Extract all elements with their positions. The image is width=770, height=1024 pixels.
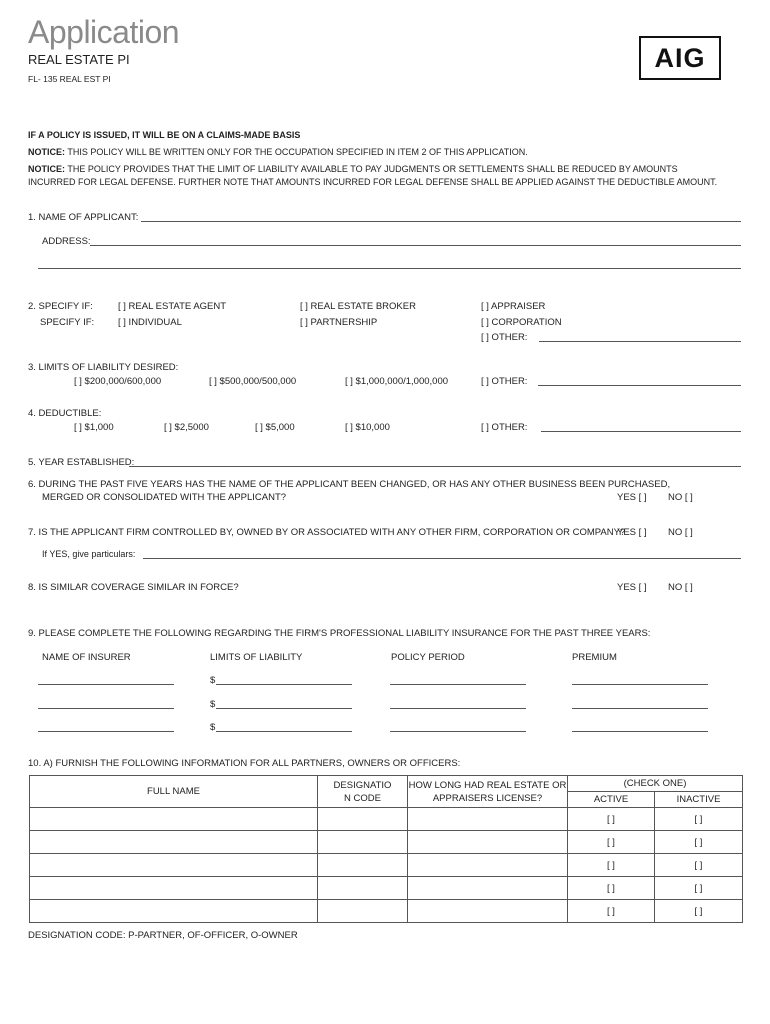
col-active-label: ACTIVE: [593, 794, 629, 805]
q8-no-checkbox[interactable]: NO [ ]: [668, 582, 693, 593]
col-check-one: [568, 776, 743, 792]
checkbox-other-entity[interactable]: [ ] OTHER:: [481, 332, 528, 343]
checkbox-corporation[interactable]: [ ] CORPORATION: [481, 317, 562, 328]
notice-2-text: THE POLICY PROVIDES THAT THE LIMIT OF LIABILITY AVAILABLE TO PAY JUDGMENTS OR SETTLEMENTS SHALL BE REDUCED BY AMOUNTS: [65, 164, 678, 174]
table-row: [30, 900, 743, 923]
q7-yes-checkbox[interactable]: YES [ ]: [617, 527, 647, 538]
notice-1: [28, 146, 528, 159]
inactive-checkbox[interactable]: [ ]: [655, 900, 743, 923]
q8-label: 8. IS SIMILAR COVERAGE SIMILAR IN FORCE?: [28, 582, 239, 593]
period-field-1[interactable]: [390, 684, 526, 685]
q6-line-1: 6. DURING THE PAST FIVE YEARS HAS THE NAME OF THE APPLICANT BEEN CHANGED, OR HAS ANY OTHER BUSINESS BEEN PURCHASED,: [28, 479, 671, 490]
full-name-cell[interactable]: [30, 854, 318, 877]
checkbox-deductible-other[interactable]: [ ] OTHER:: [481, 422, 528, 433]
form-number: FL- 135 REAL EST PI: [28, 74, 111, 84]
q6-no-checkbox[interactable]: NO [ ]: [668, 492, 693, 503]
checkbox-deductible-5000[interactable]: [ ] $5,000: [255, 422, 295, 433]
q1-address-label: ADDRESS:: [42, 236, 91, 247]
table-row: [30, 854, 743, 877]
table-row: [30, 877, 743, 900]
active-checkbox[interactable]: [ ]: [568, 900, 655, 923]
active-checkbox[interactable]: [ ]: [568, 808, 655, 831]
limits-field-1[interactable]: [216, 684, 352, 685]
particulars-field[interactable]: [143, 558, 741, 559]
q4-label: 4. DEDUCTIBLE:: [28, 408, 102, 419]
license-cell[interactable]: [408, 854, 568, 877]
full-name-cell[interactable]: [30, 877, 318, 900]
other-entity-field[interactable]: [539, 341, 741, 342]
q2-specify-label-2: SPECIFY IF:: [40, 317, 95, 328]
col-inactive-label: INACTIVE: [676, 794, 721, 805]
deductible-other-field[interactable]: [541, 431, 741, 432]
checkbox-limit-200k[interactable]: [ ] $200,000/600,000: [74, 376, 162, 387]
notice-2-line-2: INCURRED FOR LEGAL DEFENSE. FURTHER NOTE THAT AMOUNTS INCURRED FOR LEGAL DEFENSE SHALL BE APPLIED AGAINST THE DEDUCTIBLE AMOUNT.: [28, 177, 718, 187]
notice-2-label: NOTICE:: [28, 164, 65, 174]
col-license-label-1: HOW LONG HAD REAL ESTATE OR: [408, 779, 567, 791]
notice-1-text: THIS POLICY WILL BE WRITTEN ONLY FOR THE OCCUPATION SPECIFIED IN ITEM 2 OF THIS APPLICATION.: [65, 147, 528, 157]
year-established-field[interactable]: [129, 466, 741, 467]
col-check-one-label: (CHECK ONE): [623, 778, 687, 789]
q7-no-checkbox[interactable]: NO [ ]: [668, 527, 693, 538]
address-field-1[interactable]: [90, 245, 741, 246]
q1-name-label: 1. NAME OF APPLICANT:: [28, 212, 139, 223]
full-name-cell[interactable]: [30, 831, 318, 854]
aig-logo: AIG: [639, 36, 721, 80]
designation-cell[interactable]: [318, 877, 408, 900]
designation-cell[interactable]: [318, 808, 408, 831]
q6-yes-checkbox[interactable]: YES [ ]: [617, 492, 647, 503]
checkbox-partnership[interactable]: [ ] PARTNERSHIP: [300, 317, 378, 328]
col-full-name-label: FULL NAME: [147, 786, 200, 797]
col-full-name: [30, 776, 318, 808]
q5-label: 5. YEAR ESTABLISHED:: [28, 457, 135, 468]
premium-field-1[interactable]: [572, 684, 708, 685]
full-name-cell[interactable]: [30, 808, 318, 831]
designation-cell[interactable]: [318, 854, 408, 877]
col-license: [408, 776, 568, 808]
q7-particulars-label: If YES, give particulars:: [42, 549, 136, 559]
claims-made-notice: IF A POLICY IS ISSUED, IT WILL BE ON A CLAIMS-MADE BASIS: [28, 130, 301, 140]
checkbox-real-estate-agent[interactable]: [ ] REAL ESTATE AGENT: [118, 301, 227, 312]
license-cell[interactable]: [408, 877, 568, 900]
officers-table: [29, 775, 743, 923]
dollar-sign: $: [210, 675, 216, 686]
checkbox-limit-1m[interactable]: [ ] $1,000,000/1,000,000: [345, 376, 449, 387]
col-license-label-2: APPRAISERS LICENSE?: [432, 792, 543, 804]
applicant-name-field[interactable]: [141, 221, 741, 222]
q7-line-1: 7. IS THE APPLICANT FIRM CONTROLLED BY, OWNED BY OR ASSOCIATED WITH ANY OTHER FIRM, CORPORATION OR COMPANY?: [28, 527, 626, 538]
q9-label: 9. PLEASE COMPLETE THE FOLLOWING REGARDING THE FIRM'S PROFESSIONAL LIABILITY INSURANCE FOR THE PAST THREE YEARS:: [28, 628, 651, 639]
checkbox-deductible-1000[interactable]: [ ] $1,000: [74, 422, 114, 433]
col-limits-of-liability: LIMITS OF LIABILITY: [210, 652, 303, 663]
dollar-sign: $: [210, 699, 216, 710]
checkbox-limit-500k[interactable]: [ ] $500,000/500,000: [209, 376, 297, 387]
q10-label: 10. A) FURNISH THE FOLLOWING INFORMATION FOR ALL PARTNERS, OWNERS OR OFFICERS:: [28, 758, 461, 769]
address-field-2[interactable]: [38, 268, 741, 269]
col-active: [568, 792, 655, 808]
inactive-checkbox[interactable]: [ ]: [655, 808, 743, 831]
checkbox-limit-other[interactable]: [ ] OTHER:: [481, 376, 528, 387]
inactive-checkbox[interactable]: [ ]: [655, 877, 743, 900]
dollar-sign: $: [210, 722, 216, 733]
limit-other-field[interactable]: [538, 385, 741, 386]
premium-field-2[interactable]: [572, 708, 708, 709]
checkbox-individual[interactable]: [ ] INDIVIDUAL: [118, 317, 182, 328]
form-title: Application: [28, 14, 180, 50]
license-cell[interactable]: [408, 808, 568, 831]
insurer-field-2[interactable]: [38, 708, 174, 709]
table-row: [30, 831, 743, 854]
col-policy-period: POLICY PERIOD: [391, 652, 465, 663]
notice-1-label: NOTICE:: [28, 147, 65, 157]
designation-cell[interactable]: [318, 900, 408, 923]
notice-2: [28, 163, 678, 176]
period-field-3[interactable]: [390, 731, 526, 732]
limits-field-2[interactable]: [216, 708, 352, 709]
insurer-field-3[interactable]: [38, 731, 174, 732]
form-subtitle: REAL ESTATE PI: [28, 52, 130, 67]
full-name-cell[interactable]: [30, 900, 318, 923]
q3-label: 3. LIMITS OF LIABILITY DESIRED:: [28, 362, 179, 373]
inactive-checkbox[interactable]: [ ]: [655, 831, 743, 854]
checkbox-deductible-25000[interactable]: [ ] $2,5000: [164, 422, 209, 433]
active-checkbox[interactable]: [ ]: [568, 831, 655, 854]
designation-code-footnote: DESIGNATION CODE: P-PARTNER, OF-OFFICER, O-OWNER: [28, 930, 298, 941]
checkbox-appraiser[interactable]: [ ] APPRAISER: [481, 301, 546, 312]
col-designation-code: [318, 776, 408, 808]
col-name-of-insurer: NAME OF INSURER: [42, 652, 131, 663]
active-checkbox[interactable]: [ ]: [568, 877, 655, 900]
designation-cell[interactable]: [318, 831, 408, 854]
license-cell[interactable]: [408, 900, 568, 923]
q2-specify-label: 2. SPECIFY IF:: [28, 301, 93, 312]
license-cell[interactable]: [408, 831, 568, 854]
table-row: [30, 808, 743, 831]
inactive-checkbox[interactable]: [ ]: [655, 854, 743, 877]
period-field-2[interactable]: [390, 708, 526, 709]
active-checkbox[interactable]: [ ]: [568, 854, 655, 877]
col-premium: PREMIUM: [572, 652, 617, 663]
premium-field-3[interactable]: [572, 731, 708, 732]
insurer-field-1[interactable]: [38, 684, 174, 685]
q6-line-2: MERGED OR CONSOLIDATED WITH THE APPLICANT?: [42, 492, 287, 503]
col-designation-label-1: DESIGNATIO: [333, 779, 392, 791]
limits-field-3[interactable]: [216, 731, 352, 732]
checkbox-deductible-10000[interactable]: [ ] $10,000: [345, 422, 390, 433]
checkbox-real-estate-broker[interactable]: [ ] REAL ESTATE BROKER: [300, 301, 416, 312]
col-designation-label-2: N CODE: [344, 792, 381, 804]
q8-yes-checkbox[interactable]: YES [ ]: [617, 582, 647, 593]
col-inactive: [655, 792, 743, 808]
